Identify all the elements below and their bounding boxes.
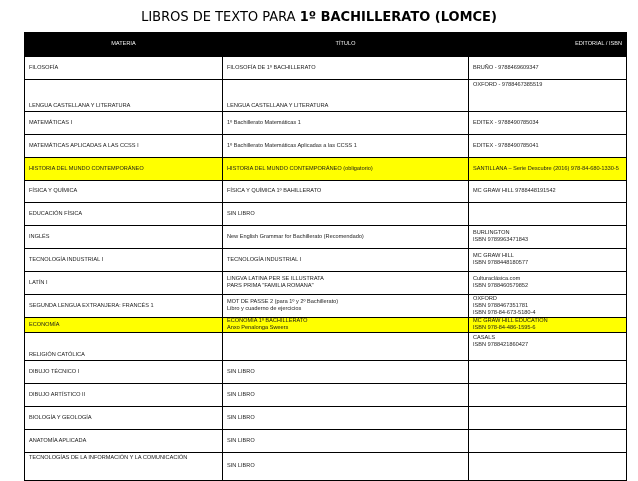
header-materia: MATERIA xyxy=(25,33,223,57)
cell-editorial: MC GRAW HILL 9788448191542 xyxy=(469,181,627,203)
cell-titulo: SIN LIBRO xyxy=(223,203,469,226)
editorial-line: ISBN 978-84-673-5180-4 xyxy=(473,309,536,316)
titulo-line: Libro y cuaderno de ejercicios xyxy=(227,306,302,312)
cell-titulo: SIN LIBRO xyxy=(223,407,469,430)
cell-editorial xyxy=(469,430,627,453)
cell-titulo: SIN LIBRO xyxy=(223,453,469,481)
table-row xyxy=(25,112,627,135)
table-row xyxy=(25,295,627,318)
titulo-line: MOT DE PASSE 2 (para 1º y 2º Bachillerato) xyxy=(227,299,339,305)
table-row xyxy=(25,453,627,481)
table-row xyxy=(25,384,627,407)
table-row xyxy=(25,272,627,295)
table-row xyxy=(25,57,627,80)
cell-editorial xyxy=(469,318,627,333)
document-title-bold: 1º BACHILLERATO (LOMCE) xyxy=(299,10,497,25)
titulo-line: Anxo Penalonga Sweers xyxy=(227,325,289,331)
cell-titulo: TECNOLOGÍA INDUSTRIAL I xyxy=(223,249,469,272)
table-row xyxy=(25,135,627,158)
cell-editorial: OXFORD - 9788467385519 xyxy=(469,80,627,112)
cell-materia: DIBUJO TÉCNICO I xyxy=(25,361,223,384)
cell-titulo: SIN LIBRO xyxy=(223,384,469,407)
cell-materia: DIBUJO ARTÍSTICO II xyxy=(25,384,223,407)
cell-materia: FILOSOFÍA xyxy=(25,57,223,80)
cell-titulo: LENGUA CASTELLANA Y LITERATURA xyxy=(223,80,469,112)
table-row xyxy=(25,407,627,430)
table-row xyxy=(25,430,627,453)
cell-editorial: EDITEX - 9788490785041 xyxy=(469,135,627,158)
textbook-table xyxy=(24,32,627,481)
editorial-line: ISBN 9788448180577 xyxy=(473,260,529,266)
table-row xyxy=(25,361,627,384)
cell-materia: MATEMÁTICAS I xyxy=(25,112,223,135)
table-header-row xyxy=(25,33,627,57)
cell-materia: SEGUNDA LENGUA EXTRANJERA: FRANCÉS 1 xyxy=(25,295,223,318)
cell-materia: ECONOMÍA xyxy=(25,318,223,333)
table-row xyxy=(25,181,627,203)
editorial-line: MC GRAW HILL xyxy=(473,253,514,259)
cell-titulo xyxy=(223,295,469,318)
cell-editorial xyxy=(469,361,627,384)
editorial-line: ISBN 9789963471843 xyxy=(473,237,529,243)
cell-materia: FÍSICA Y QUÍMICA xyxy=(25,181,223,203)
cell-titulo xyxy=(223,272,469,295)
cell-materia: EDUCACIÓN FÍSICA xyxy=(25,203,223,226)
header-editorial: EDITORIAL / ISBN xyxy=(469,33,627,57)
cell-editorial: SANTILLANA – Serie Descubre (2016) 978-84-680-1330-5 xyxy=(469,158,627,181)
cell-materia: TECNOLOGÍAS DE LA INFORMACIÓN Y LA COMUNICACIÓN xyxy=(25,453,223,481)
titulo-line: ECONOMÍA 1º BACHILLERATO xyxy=(227,318,308,324)
editorial-line: ISBN 978-84-486-1595-6 xyxy=(473,325,536,331)
cell-materia: LATÍN I xyxy=(25,272,223,295)
cell-editorial xyxy=(469,295,627,318)
table-row xyxy=(25,203,627,226)
cell-materia: ANATOMÍA APLICADA xyxy=(25,430,223,453)
cell-titulo: HISTORIA DEL MUNDO CONTEMPORÁNEO (obligatorio) xyxy=(223,158,469,181)
cell-editorial: EDITEX - 9788490785034 xyxy=(469,112,627,135)
editorial-line: ISBN 9788467351781 xyxy=(473,302,529,309)
editorial-line: MC GRAW HILL EDUCATION xyxy=(473,318,548,324)
document-title-prefix: LIBROS DE TEXTO PARA xyxy=(141,10,300,25)
editorial-line: CASALS xyxy=(473,335,496,341)
header-titulo: TÍTULO xyxy=(223,33,469,57)
cell-editorial xyxy=(469,249,627,272)
cell-materia: LENGUA CASTELLANA Y LITERATURA xyxy=(25,80,223,112)
editorial-line: BURLINGTON xyxy=(473,230,510,236)
table-row-highlighted xyxy=(25,318,627,333)
cell-editorial: BRUÑO - 9788469609347 xyxy=(469,57,627,80)
cell-titulo: SIN LIBRO xyxy=(223,361,469,384)
cell-editorial xyxy=(469,272,627,295)
cell-editorial xyxy=(469,226,627,249)
cell-titulo: FILOSOFÍA DE 1º BACHILLERATO xyxy=(223,57,469,80)
document-title xyxy=(0,10,638,25)
editorial-line: OXFORD xyxy=(473,295,497,302)
editorial-line: ISBN 9788421860427 xyxy=(473,342,529,348)
cell-materia: HISTORIA DEL MUNDO CONTEMPORÁNEO xyxy=(25,158,223,181)
cell-titulo: 1º Bachillerato Matemáticas Aplicadas a las CCSS 1 xyxy=(223,135,469,158)
cell-editorial xyxy=(469,203,627,226)
cell-titulo: SIN LIBRO xyxy=(223,430,469,453)
editorial-line: ISBN 9788460579852 xyxy=(473,283,529,289)
cell-materia: INGLÉS xyxy=(25,226,223,249)
cell-titulo xyxy=(223,333,469,361)
cell-editorial xyxy=(469,453,627,481)
titulo-line: PARS PRIMA "FAMILIA ROMANA" xyxy=(227,283,314,289)
cell-titulo: New English Grammar for Bachillerato (Recomendado) xyxy=(223,226,469,249)
cell-materia: TECNOLOGÍA INDUSTRIAL I xyxy=(25,249,223,272)
cell-editorial xyxy=(469,333,627,361)
cell-materia: RELIGIÓN CATÓLICA xyxy=(25,333,223,361)
cell-materia: MATEMÁTICAS APLICADAS A LAS CCSS I xyxy=(25,135,223,158)
titulo-line: LINGVA LATINA PER SE ILLUSTRATA xyxy=(227,276,324,282)
table-row xyxy=(25,333,627,361)
cell-titulo xyxy=(223,318,469,333)
table-row xyxy=(25,80,627,112)
table-row xyxy=(25,249,627,272)
cell-editorial xyxy=(469,384,627,407)
table-row-highlighted xyxy=(25,158,627,181)
cell-titulo: 1º Bachillerato Matemáticas 1 xyxy=(223,112,469,135)
table-row xyxy=(25,226,627,249)
cell-editorial xyxy=(469,407,627,430)
cell-materia: BIOLOGÍA Y GEOLOGÍA xyxy=(25,407,223,430)
editorial-line: Culturaclásica.com xyxy=(473,276,521,282)
cell-titulo: FÍSICA Y QUÍMICA 1º BAHILLERATO xyxy=(223,181,469,203)
